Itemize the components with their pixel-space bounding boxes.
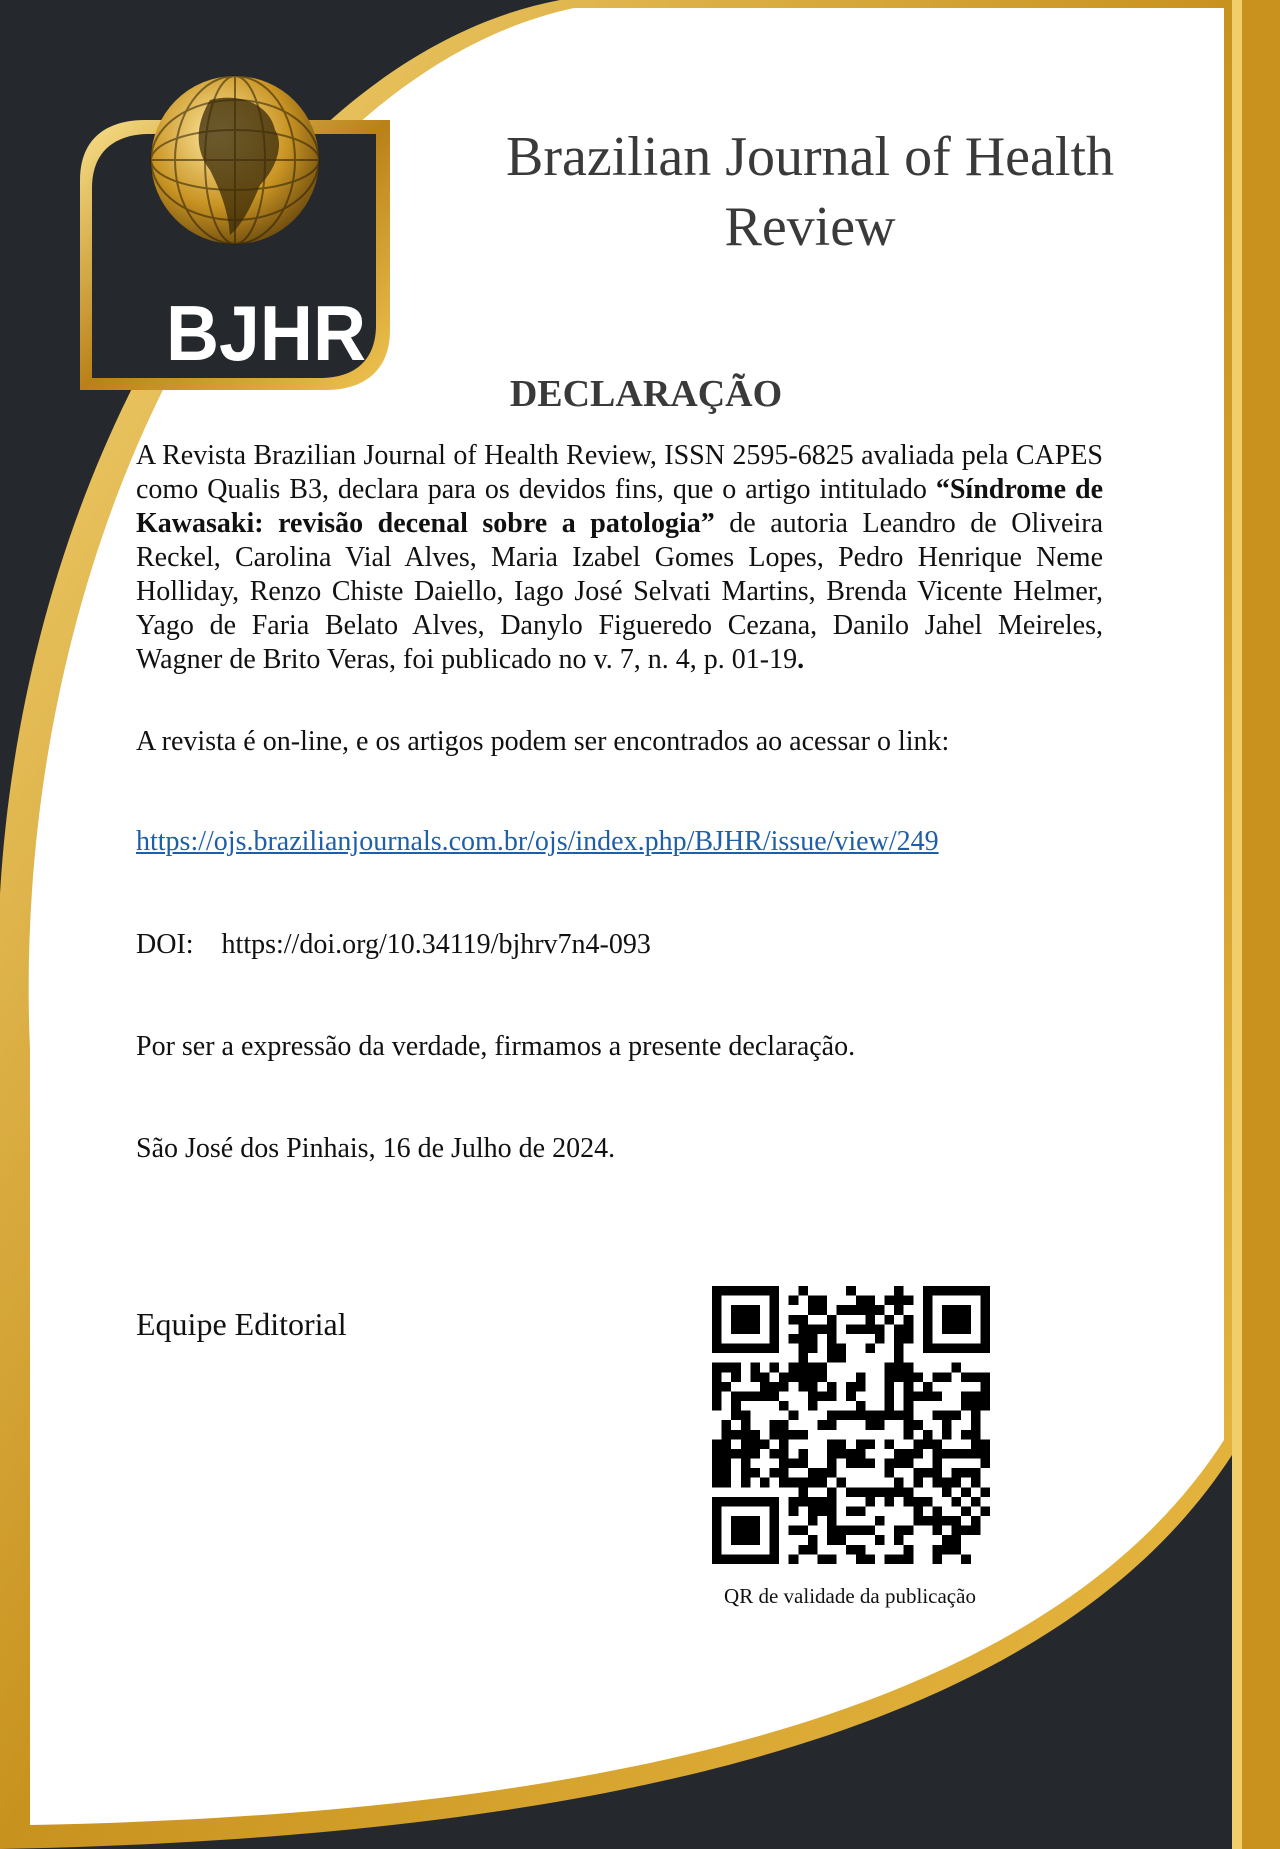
- intro-period: .: [797, 644, 805, 675]
- doi-label: DOI:: [136, 929, 194, 960]
- bjhr-logo: [70, 60, 400, 400]
- intro-end: de autoria Leandro de Oliveira Reckel, Carolina Vial Alves, Maria Izabel Gomes Lopes, Pedro Henrique Neme Holliday, Renzo Chiste Daiello, Iago José Selvati Martins, Brenda Vicente Helmer, Yago de Faria Belato Alves, Danylo Figueredo Cezana, Danilo Jahel Meireles, Wagner de Brito Veras, foi publicado no v. 7, n. 4, p. 01-19: [136, 508, 1103, 675]
- access-text: A revista é on-line, e os artigos podem ser encontrados ao acessar o link:: [136, 726, 950, 757]
- declaration-body: [136, 439, 1103, 677]
- qr-caption: QR de validade da publicação: [724, 1584, 976, 1608]
- article-title: “Síndrome de Kawasaki: revisão decenal sobre a patologia”: [136, 474, 1103, 539]
- intro-start: A Revista Brazilian Journal of Health Review, ISSN 2595-6825 avaliada pela CAPES como Qualis B3, declara para os devidos fins, que o artigo intitulado: [136, 440, 1103, 505]
- doi-line: [136, 928, 1103, 962]
- declaration-heading: DECLARAÇÃO: [509, 373, 783, 415]
- signature-editorial-team: Equipe Editorial: [136, 1306, 347, 1342]
- doi-value: https://doi.org/10.34119/bjhrv7n4-093: [221, 929, 651, 960]
- issue-link[interactable]: https://ojs.brazilianjournals.com.br/ojs/index.php/BJHR/issue/view/249: [136, 826, 939, 857]
- journal-title: Brazilian Journal of Health Review: [505, 126, 1114, 258]
- logo-text: BJHR: [166, 289, 366, 377]
- qr-code[interactable]: [712, 1286, 990, 1564]
- closing-statement: Por ser a expressão da verdade, firmamos a presente declaração.: [136, 1031, 856, 1062]
- place-date: São José dos Pinhais, 16 de Julho de 2024.: [136, 1133, 616, 1164]
